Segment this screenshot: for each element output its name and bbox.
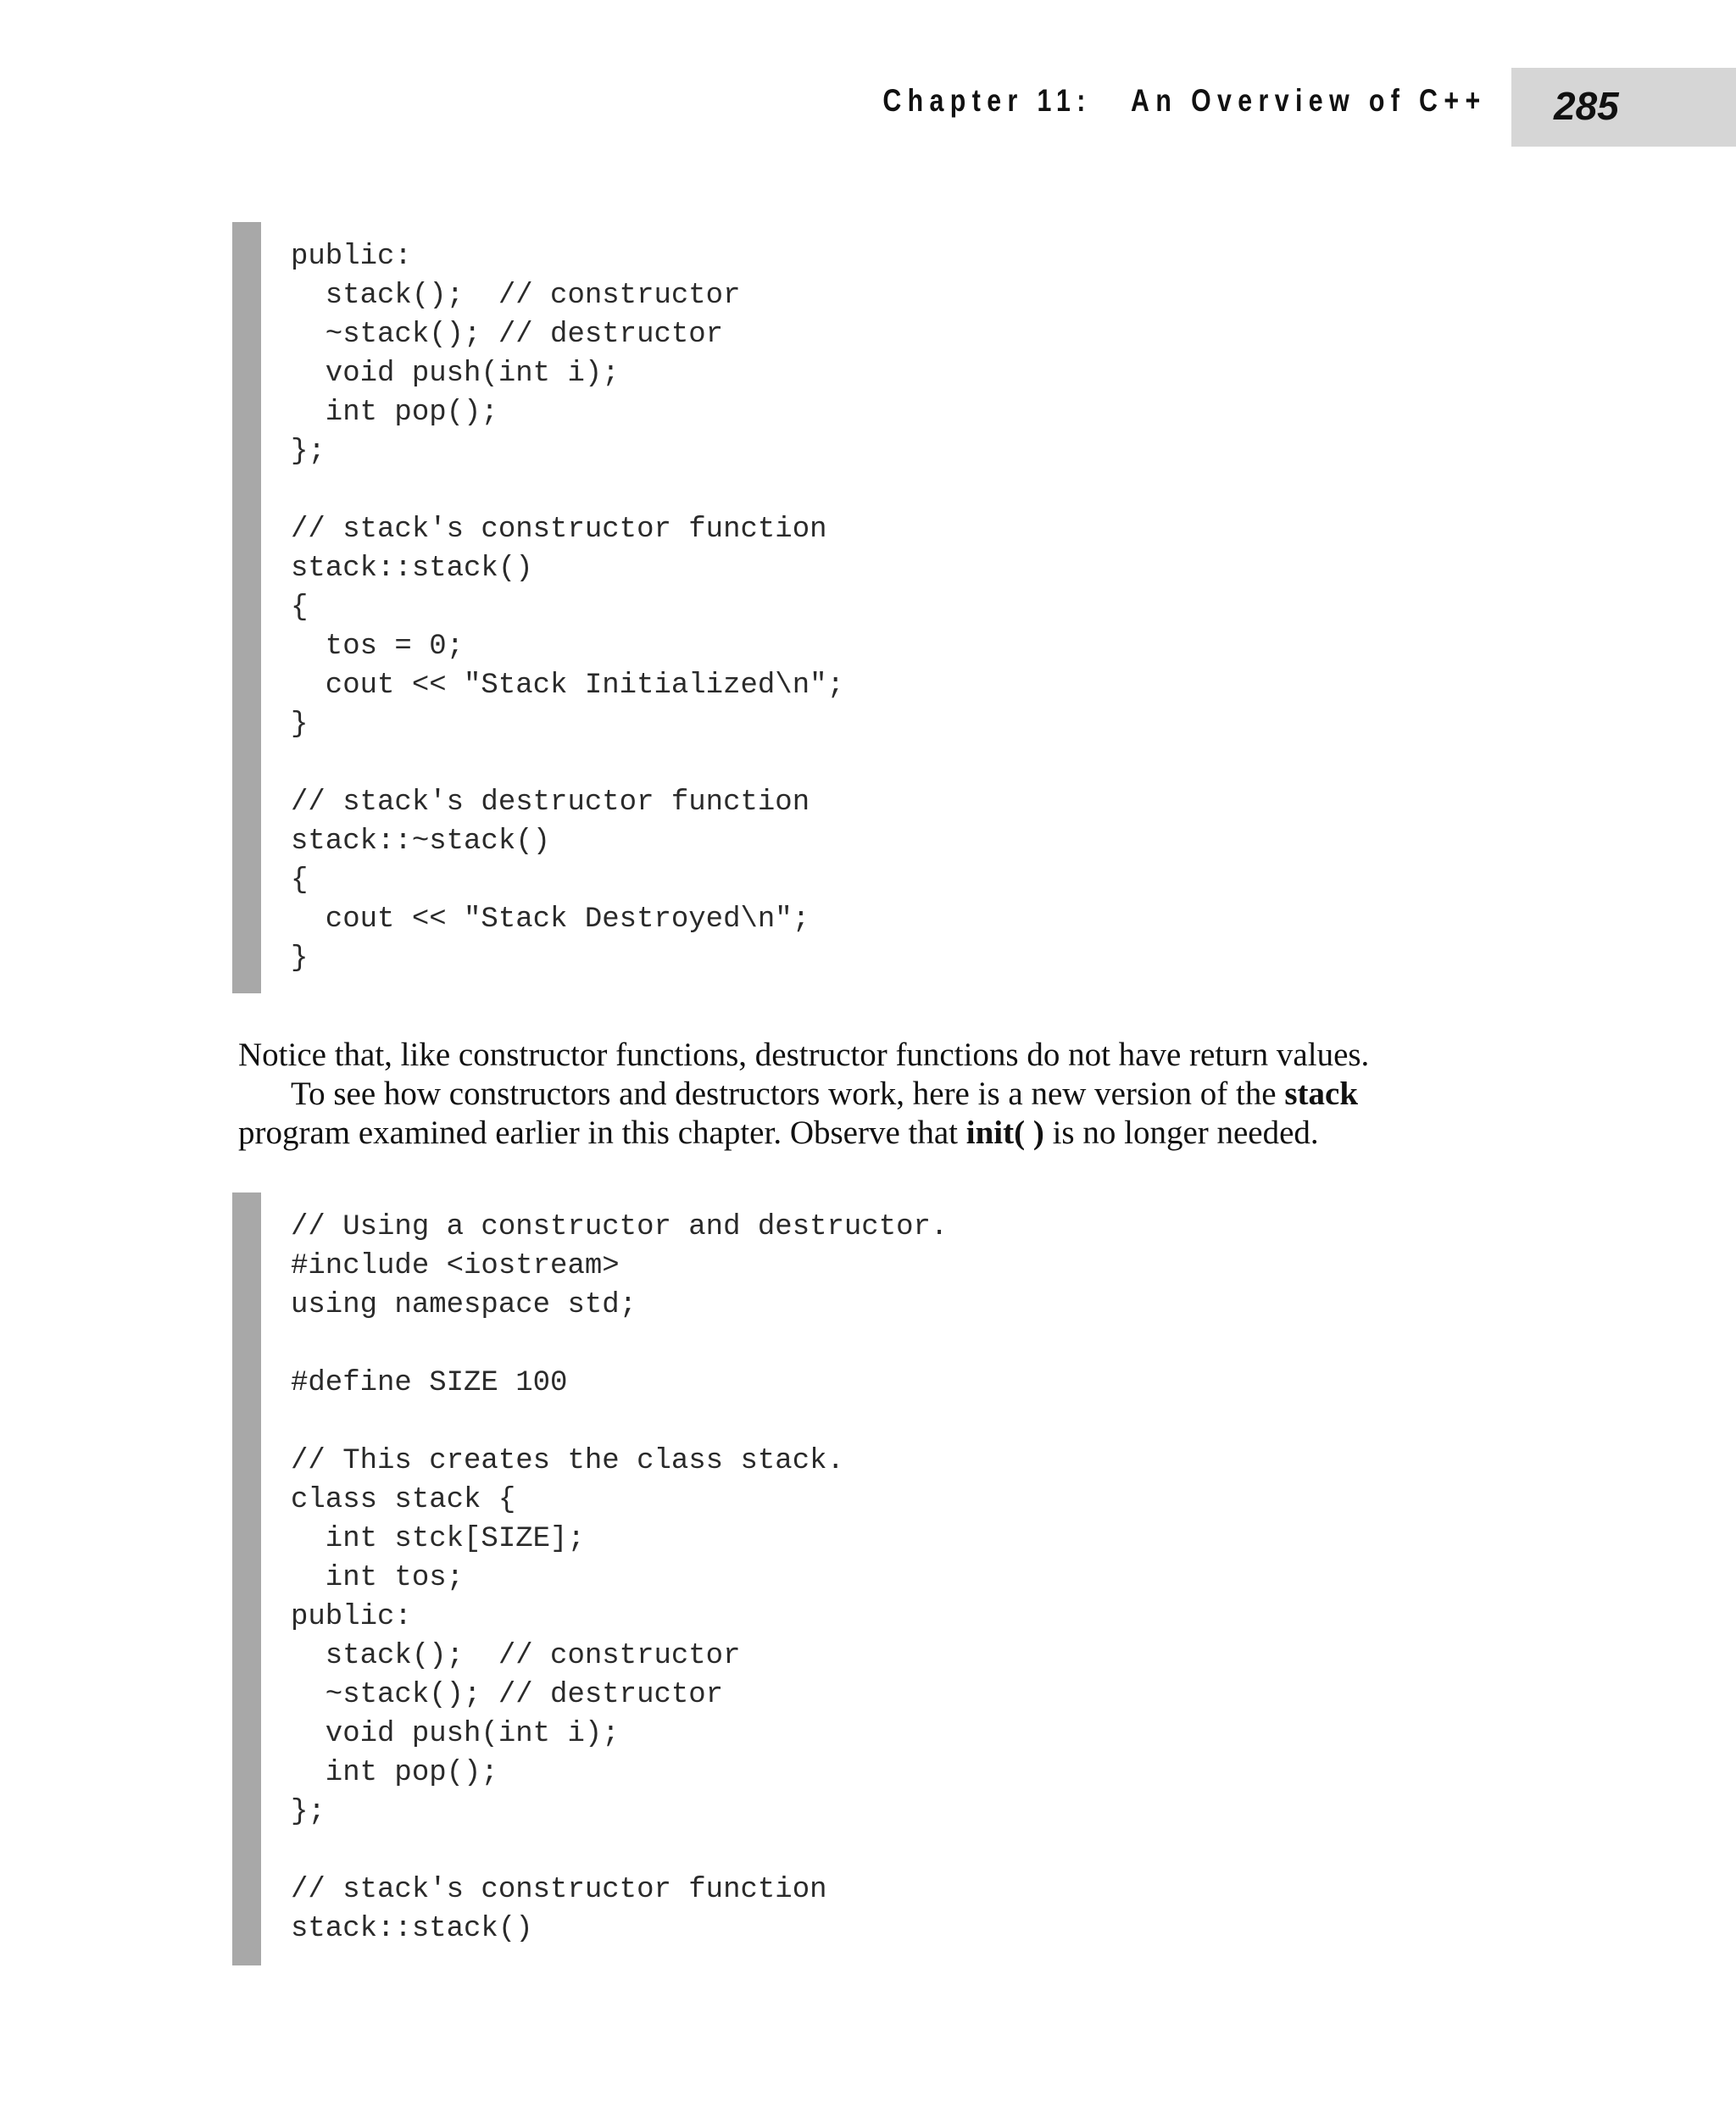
paragraph [238,1075,1476,1153]
code-listing-2 [232,1192,1504,1965]
code-listing-1 [232,222,1504,993]
code-margin-bar [232,1192,261,1965]
text-run: program examined earlier in this chapter. Observe that [238,1115,966,1151]
code-term-stack: stack [1284,1076,1359,1112]
body-text [238,1036,1476,1153]
page-number-box [1511,68,1736,147]
page-number: 285 [1554,84,1619,128]
code-text: // Using a constructor and destructor. #include <iostream> using namespace std; #define SIZE 100 // This creates the class stack. class stack { int stck[SIZE]; int tos; public: stack(); // constructor ~stack(); // destructor void push(int i); int pop(); }; // stack's constructor function stack::stack() [291,1211,949,1945]
text-run: To see how constructors and destructors work, here is a new version of the [291,1076,1285,1112]
code-term-init: init( ) [965,1115,1044,1151]
code-margin-bar [232,222,261,993]
paragraph: Notice that, like constructor functions, destructor functions do not have return values. [238,1037,1370,1073]
code-text: public: stack(); // constructor ~stack(); // destructor void push(int i); int pop(); }; // stack's constructor function stack::stack() { tos = 0; cout << "Stack Initialized\n"; } // stack's destructor function stack::~stack() { cout << "Stack Destroyed\n"; } [291,241,844,975]
chapter-title: Chapter 11: An Overview of C++ [882,83,1487,118]
text-run: is no longer needed. [1043,1115,1319,1151]
